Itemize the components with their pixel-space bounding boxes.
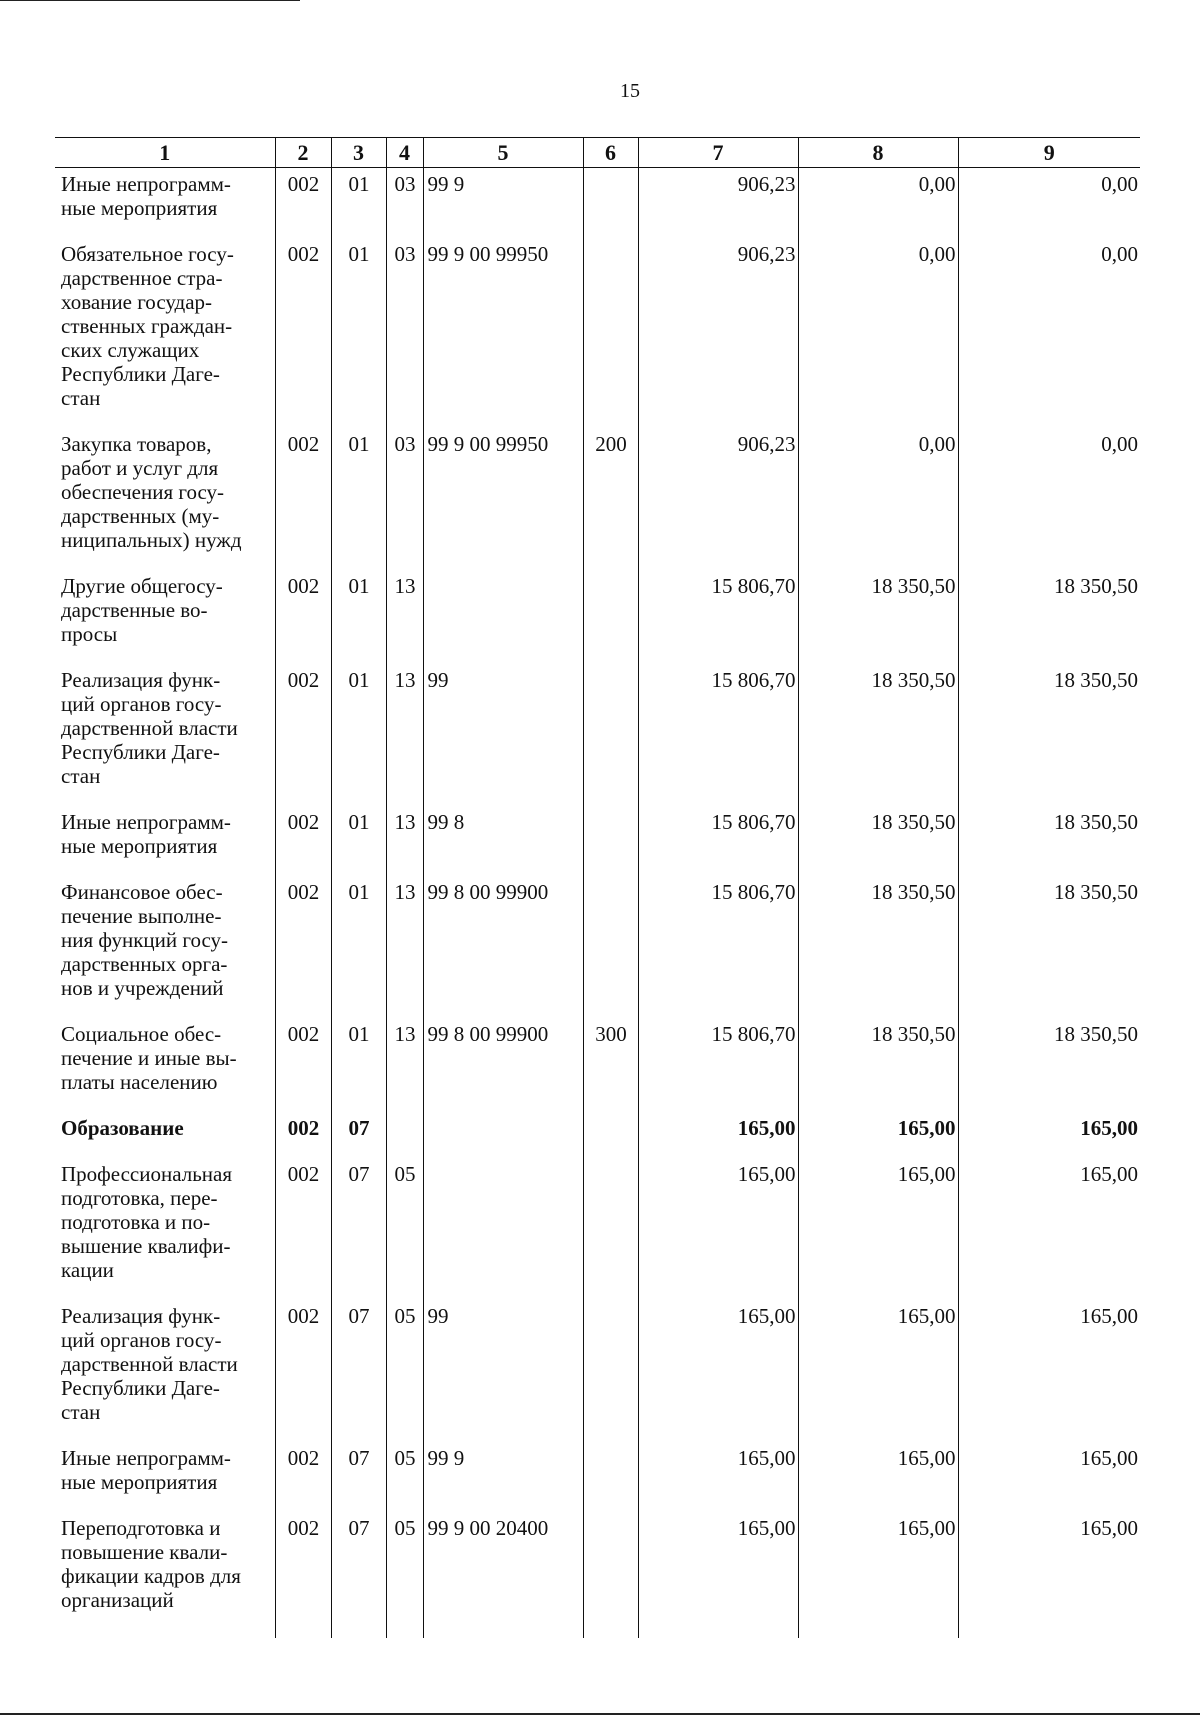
cell-expense-type [583,880,638,1022]
cell-amount-col8: 165,00 [798,1162,958,1304]
column-header-7: 7 [638,138,798,168]
cell-subsection-code: 03 [386,168,423,243]
cell-section-code: 07 [331,1116,386,1162]
cell-expense-type [583,1516,638,1638]
cell-amount-col7: 15 806,70 [638,1022,798,1116]
cell-amount-col8: 18 350,50 [798,574,958,668]
cell-expense-type [583,810,638,880]
page-number: 15 [620,80,640,102]
cell-amount-col7: 15 806,70 [638,574,798,668]
budget-table [55,137,1140,1638]
cell-amount-col7: 906,23 [638,242,798,432]
cell-section-code: 01 [331,168,386,243]
cell-subsection-code: 13 [386,810,423,880]
cell-amount-col9: 165,00 [958,1446,1140,1516]
row-name: Переподготовка и повышение квали- фикации кадров для организаций [61,1516,241,1612]
cell-amount-col9: 0,00 [958,432,1140,574]
table-row [55,1516,1140,1638]
cell-amount-col9: 18 350,50 [958,880,1140,1022]
cell-subsection-code: 05 [386,1516,423,1638]
cell-subsection-code: 03 [386,242,423,432]
column-header-1: 1 [55,138,275,168]
cell-expense-type [583,168,638,243]
cell-target-article: 99 9 00 20400 [423,1516,583,1638]
cell-target-article [423,1162,583,1304]
cell-subsection-code: 13 [386,574,423,668]
table-row [55,432,1140,574]
header-row [55,138,1140,168]
cell-section-code: 01 [331,1022,386,1116]
cell-amount-col8: 18 350,50 [798,1022,958,1116]
cell-target-article [423,1116,583,1162]
row-name: Профессиональная подготовка, пере- подготовка и по- вышение квалифи- кации [61,1162,233,1282]
cell-amount-col9: 18 350,50 [958,810,1140,880]
cell-target-article: 99 8 00 99900 [423,1022,583,1116]
column-header-8: 8 [798,138,958,168]
cell-amount-col9: 18 350,50 [958,668,1140,810]
row-name: Иные непрограмм- ные мероприятия [61,1446,231,1494]
cell-expense-type: 300 [583,1022,638,1116]
cell-amount-col8: 18 350,50 [798,810,958,880]
row-name: Обязательное госу- дарственное стра- хование государ- ственных граждан- ских служащих Республики Даге- стан [61,242,234,410]
cell-amount-col9: 165,00 [958,1304,1140,1446]
cell-ministry-code: 002 [275,1446,331,1516]
cell-ministry-code: 002 [275,1022,331,1116]
cell-amount-col7: 165,00 [638,1516,798,1638]
row-name: Реализация функ- ций органов госу- дарственной власти Республики Даге- стан [61,1304,238,1424]
scan-edge-top [0,0,300,1]
cell-amount-col9: 165,00 [958,1516,1140,1638]
cell-amount-col7: 165,00 [638,1162,798,1304]
cell-amount-col9: 165,00 [958,1162,1140,1304]
cell-amount-col7: 906,23 [638,432,798,574]
cell-ministry-code: 002 [275,1304,331,1446]
cell-expense-type [583,1116,638,1162]
scan-edge-bottom [0,1713,1200,1715]
table-row [55,574,1140,668]
cell-ministry-code: 002 [275,810,331,880]
cell-amount-col7: 15 806,70 [638,810,798,880]
cell-expense-type: 200 [583,432,638,574]
cell-target-article: 99 [423,1304,583,1446]
row-name: Иные непрограмм- ные мероприятия [61,810,231,858]
cell-amount-col8: 0,00 [798,242,958,432]
cell-expense-type [583,242,638,432]
row-name: Финансовое обес- печение выполне- ния функций госу- дарственных орга- нов и учреждений [61,880,229,1000]
cell-amount-col7: 165,00 [638,1116,798,1162]
column-header-6: 6 [583,138,638,168]
cell-amount-col8: 165,00 [798,1304,958,1446]
table-row [55,168,1140,243]
cell-amount-col8: 165,00 [798,1446,958,1516]
cell-ministry-code: 002 [275,1116,331,1162]
row-name: Другие общегосу- дарственные во- просы [61,574,223,646]
cell-section-code: 07 [331,1162,386,1304]
row-name: Иные непрограмм- ные мероприятия [61,172,231,220]
cell-target-article: 99 9 00 99950 [423,432,583,574]
cell-amount-col8: 0,00 [798,168,958,243]
column-header-4: 4 [386,138,423,168]
cell-section-code: 07 [331,1446,386,1516]
cell-target-article: 99 9 00 99950 [423,242,583,432]
cell-target-article [423,574,583,668]
cell-amount-col8: 18 350,50 [798,668,958,810]
cell-target-article: 99 9 [423,1446,583,1516]
cell-section-code: 07 [331,1516,386,1638]
row-name: Социальное обес- печение и иные вы- платы населению [61,1022,237,1094]
cell-section-code: 01 [331,574,386,668]
cell-ministry-code: 002 [275,574,331,668]
cell-subsection-code: 03 [386,432,423,574]
table-row [55,1446,1140,1516]
cell-ministry-code: 002 [275,242,331,432]
cell-expense-type [583,668,638,810]
table-row [55,880,1140,1022]
cell-expense-type [583,1304,638,1446]
cell-ministry-code: 002 [275,432,331,574]
row-name: Образование [61,1116,184,1140]
table-row [55,810,1140,880]
cell-ministry-code: 002 [275,168,331,243]
row-name: Закупка товаров, работ и услуг для обеспечения госу- дарственных (му- ниципальных) нужд [61,432,242,552]
table-row [55,1162,1140,1304]
cell-target-article: 99 9 [423,168,583,243]
cell-amount-col8: 165,00 [798,1116,958,1162]
cell-expense-type [583,1162,638,1304]
cell-ministry-code: 002 [275,1516,331,1638]
table-row [55,668,1140,810]
table-row [55,1022,1140,1116]
cell-amount-col9: 18 350,50 [958,574,1140,668]
cell-amount-col9: 18 350,50 [958,1022,1140,1116]
cell-subsection-code: 13 [386,668,423,810]
cell-amount-col7: 906,23 [638,168,798,243]
cell-amount-col9: 0,00 [958,242,1140,432]
cell-subsection-code: 13 [386,1022,423,1116]
cell-expense-type [583,1446,638,1516]
cell-subsection-code [386,1116,423,1162]
cell-ministry-code: 002 [275,668,331,810]
table-row [55,1116,1140,1162]
cell-amount-col8: 165,00 [798,1516,958,1638]
cell-section-code: 01 [331,432,386,574]
column-header-2: 2 [275,138,331,168]
row-name: Реализация функ- ций органов госу- дарственной власти Республики Даге- стан [61,668,238,788]
cell-section-code: 01 [331,810,386,880]
cell-amount-col8: 0,00 [798,432,958,574]
cell-ministry-code: 002 [275,1162,331,1304]
cell-subsection-code: 05 [386,1446,423,1516]
cell-amount-col7: 15 806,70 [638,880,798,1022]
cell-target-article: 99 8 00 99900 [423,880,583,1022]
cell-amount-col9: 165,00 [958,1116,1140,1162]
column-header-9: 9 [958,138,1140,168]
cell-amount-col9: 0,00 [958,168,1140,243]
cell-section-code: 01 [331,668,386,810]
cell-amount-col7: 165,00 [638,1304,798,1446]
cell-section-code: 01 [331,242,386,432]
cell-subsection-code: 05 [386,1304,423,1446]
table-row [55,242,1140,432]
cell-amount-col7: 15 806,70 [638,668,798,810]
cell-ministry-code: 002 [275,880,331,1022]
cell-target-article: 99 8 [423,810,583,880]
cell-amount-col8: 18 350,50 [798,880,958,1022]
cell-amount-col7: 165,00 [638,1446,798,1516]
table-body [55,168,1140,1639]
table-row [55,1304,1140,1446]
column-header-5: 5 [423,138,583,168]
column-header-3: 3 [331,138,386,168]
cell-section-code: 07 [331,1304,386,1446]
cell-expense-type [583,574,638,668]
cell-target-article: 99 [423,668,583,810]
cell-subsection-code: 13 [386,880,423,1022]
cell-subsection-code: 05 [386,1162,423,1304]
cell-section-code: 01 [331,880,386,1022]
